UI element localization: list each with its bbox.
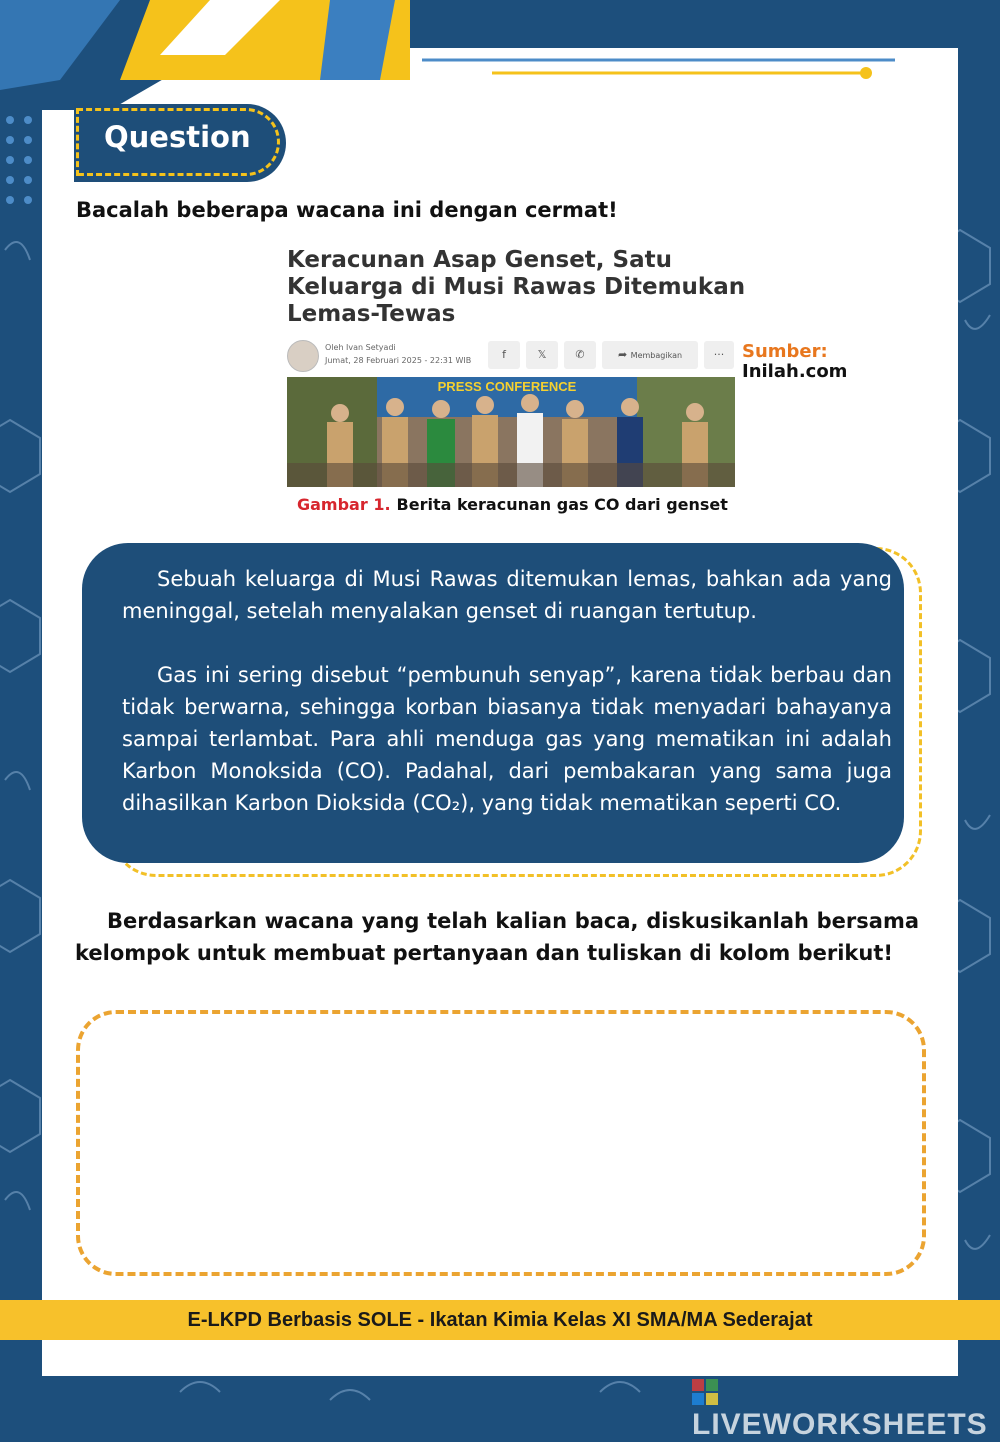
- facebook-share-icon[interactable]: f: [488, 341, 520, 369]
- passage-box: [82, 543, 904, 863]
- whatsapp-share-icon[interactable]: ✆: [564, 341, 596, 369]
- share-arrow-icon: ➦: [617, 348, 631, 361]
- share-button[interactable]: [602, 341, 698, 369]
- footer-banner: E-LKPD Berbasis SOLE - Ikatan Kimia Kelas XI SMA/MA Sederajat: [0, 1300, 1000, 1340]
- figure-caption-text: Berita keracunan gas CO dari genset: [396, 495, 728, 514]
- figure-caption-label: Gambar 1.: [297, 495, 391, 514]
- source-name: Inilah.com: [742, 361, 848, 382]
- passage-paragraph-2: Gas ini sering disebut “pembunuh senyap”, karena tidak berbau dan tidak berwarna, sehingga korban biasanya tidak menyadari bahayanya sampai terlambat. Para ahli menduga gas yang mematikan ini adalah Karbon Monoksida (CO). Padahal, dari pembakaran yang sama juga dihasilkan Karbon Dioksida (CO₂), yang tidak mematikan seperti CO.: [122, 663, 892, 815]
- liveworksheets-watermark: [692, 1374, 1000, 1442]
- news-headline: Keracunan Asap Genset, Satu Keluarga di Musi Rawas Ditemukan Lemas-Tewas: [287, 247, 746, 327]
- news-photo: [287, 377, 735, 487]
- x-share-icon[interactable]: 𝕏: [526, 341, 558, 369]
- share-button-label: Membagikan: [630, 351, 683, 360]
- reading-instruction: Bacalah beberapa wacana ini dengan cermat!: [76, 198, 618, 222]
- question-answer-field[interactable]: [76, 1010, 926, 1276]
- passage-paragraph-1: Sebuah keluarga di Musi Rawas ditemukan lemas, bahkan ada yang meninggal, setelah menyalakan genset di ruangan tertutup.: [122, 567, 892, 623]
- news-source: [742, 342, 847, 382]
- news-author: Oleh Ivan Setyadi: [325, 343, 396, 352]
- question-section-label: [74, 104, 286, 182]
- header-decoration: [0, 0, 1000, 110]
- press-banner-text: PRESS CONFERENCE: [437, 379, 577, 394]
- figure-caption: [297, 495, 728, 514]
- more-options-icon[interactable]: ···: [704, 341, 734, 369]
- watermark-text: LIVEWORKSHEETS: [692, 1408, 988, 1441]
- author-avatar: [287, 340, 319, 372]
- liveworksheets-logo-icon: [692, 1379, 718, 1405]
- news-date: Jumat, 28 Februari 2025 - 22:31 WIB: [325, 356, 472, 365]
- source-label: Sumber:: [742, 341, 828, 362]
- question-label-text: Question: [104, 120, 251, 154]
- discussion-prompt: Berdasarkan wacana yang telah kalian baca, diskusikanlah bersama kelompok untuk membuat pertanyaan dan tuliskan di kolom berikut!: [75, 909, 919, 965]
